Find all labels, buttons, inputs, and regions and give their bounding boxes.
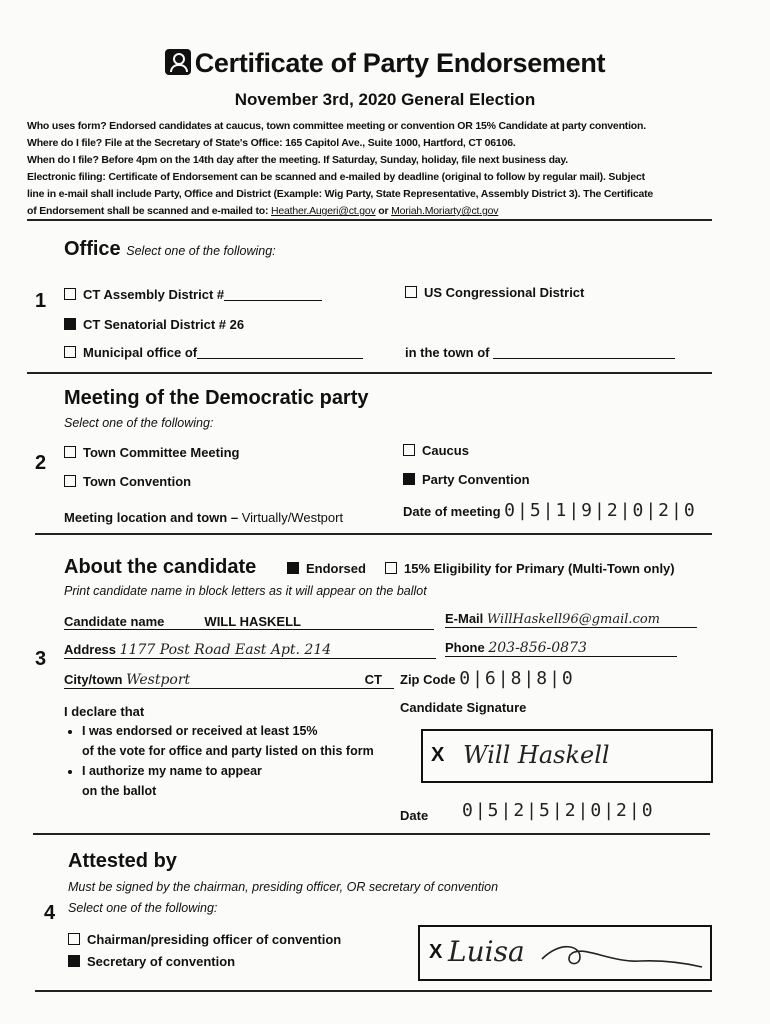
section-number: 3: [35, 648, 47, 670]
form-title: Certificate of Party Endorsement: [0, 48, 770, 79]
meeting-location: Meeting location and town – Virtually/Westport: [64, 510, 344, 525]
phone-row: Phone 203-856-0873: [445, 640, 677, 657]
meeting-instruction: Select one of the following:: [64, 416, 214, 430]
signature-stroke: [540, 941, 705, 971]
meeting-location-value[interactable]: Virtually/Westport: [241, 510, 344, 525]
signature-x-mark: X: [431, 744, 445, 766]
intro-line-6: of Endorsement shall be scanned and e-mailed to: Heather.Augeri@ct.gov or Moriah.Moriarty@ct.gov: [27, 205, 499, 217]
eligibility-option[interactable]: 15% Eligibility for Primary (Multi-Town only): [385, 561, 675, 576]
town-field-row: in the town of: [405, 345, 675, 360]
attested-select: Select one of the following:: [68, 901, 218, 915]
email-link-1[interactable]: Heather.Augeri@ct.gov: [271, 205, 376, 217]
section-number: 2: [35, 452, 47, 474]
signature-x-mark: X: [429, 941, 443, 963]
intro-line-3: When do I file? Before 4pm on the 14th day after the meeting. If Saturday, Sunday, holiday, file next business day.: [27, 154, 569, 166]
caucus-checkbox[interactable]: [403, 444, 415, 456]
divider: [33, 833, 710, 835]
town-convention-option[interactable]: Town Convention: [64, 474, 191, 489]
chairman-checkbox[interactable]: [68, 933, 80, 945]
section-number: 1: [35, 290, 47, 312]
town-field[interactable]: [493, 358, 675, 359]
meeting-heading: Meeting of the Democratic party: [64, 387, 369, 409]
intro-line-2: Where do I file? File at the Secretary of State's Office: 165 Capitol Ave., Suite 1000, Hartford, CT 06106.: [27, 137, 516, 149]
town-committee-checkbox[interactable]: [64, 446, 76, 458]
form-subtitle: November 3rd, 2020 General Election: [234, 90, 536, 109]
email-field[interactable]: WillHaskell96@gmail.com: [486, 612, 660, 627]
declaration-item: • I was endorsed or received at least 15% of the vote for office and party listed on this form: [82, 721, 374, 761]
candidate-date-field[interactable]: 0|5|2|5|2|0|2|0: [462, 800, 655, 821]
section-number: 4: [44, 902, 56, 924]
eligibility-checkbox[interactable]: [385, 562, 397, 574]
intro-line-1: Who uses form? Endorsed candidates at caucus, town committee meeting or convention OR 15% Candidate at party convention.: [27, 120, 646, 132]
candidate-name-row: Candidate name WILL HASKELL: [64, 614, 434, 630]
congressional-checkbox[interactable]: [405, 286, 417, 298]
divider: [27, 219, 712, 221]
meeting-date-row: Date of meeting 0|5|1|9|2|0|2|0: [403, 500, 697, 521]
declaration-item: • I authorize my name to appear on the ballot: [82, 761, 374, 801]
instructions: [27, 118, 727, 220]
party-convention-option[interactable]: Party Convention: [403, 472, 530, 487]
chairman-option[interactable]: Chairman/presiding officer of convention: [68, 932, 341, 947]
congressional-option[interactable]: US Congressional District: [405, 285, 584, 300]
candidate-signature-box[interactable]: [421, 729, 713, 783]
divider: [27, 372, 712, 374]
senatorial-option[interactable]: CT Senatorial District # 26: [64, 317, 244, 332]
town-committee-option[interactable]: Town Committee Meeting: [64, 445, 239, 460]
candidate-instruction: Print candidate name in block letters as it will appear on the ballot: [64, 584, 427, 598]
municipal-checkbox[interactable]: [64, 346, 76, 358]
caucus-option[interactable]: Caucus: [403, 443, 469, 458]
candidate-date-label: Date: [400, 808, 429, 823]
intro-line-5: line in e-mail shall include Party, Office and District (Example: Wig Party, State Representative, Assembly District 3). The Certificate: [27, 188, 654, 200]
assembly-option[interactable]: CT Assembly District #: [64, 287, 322, 302]
secretary-checkbox[interactable]: [68, 955, 80, 967]
declaration-heading: I declare that: [64, 704, 145, 719]
attested-instruction: Must be signed by the chairman, presiding officer, OR secretary of convention: [68, 880, 499, 894]
town-convention-checkbox[interactable]: [64, 475, 76, 487]
assembly-district-field[interactable]: [224, 300, 322, 301]
city-row: City/town Westport CT: [64, 672, 394, 689]
candidate-signature-label: Candidate Signature: [400, 700, 527, 715]
candidate-signature: Will Haskell: [463, 741, 610, 769]
email-link-2[interactable]: Moriah.Moriarty@ct.gov: [391, 205, 499, 217]
person-icon: [165, 49, 191, 75]
declaration-list: [66, 721, 374, 801]
zip-row: Zip Code 0|6|8|8|0: [400, 668, 575, 689]
attested-signature-box[interactable]: [418, 925, 712, 981]
endorsed-option[interactable]: Endorsed: [287, 561, 366, 576]
candidate-date-row: [462, 800, 655, 821]
municipal-office-field[interactable]: [197, 358, 363, 359]
office-heading: Office Select one of the following:: [64, 238, 276, 260]
divider: [35, 533, 712, 535]
attested-heading: Attested by: [68, 850, 177, 872]
assembly-checkbox[interactable]: [64, 288, 76, 300]
endorsed-checkbox[interactable]: [287, 562, 299, 574]
divider: [35, 990, 712, 992]
candidate-heading: About the candidate: [64, 556, 257, 578]
intro-line-4: Electronic filing: Certificate of Endorsement can be scanned and e-mailed by deadline (original to follow by regular mail). Subject: [27, 171, 645, 183]
attested-signature: Luisa: [448, 935, 525, 968]
party-convention-checkbox[interactable]: [403, 473, 415, 485]
zip-field[interactable]: 0|6|8|8|0: [459, 668, 575, 689]
address-row: Address 1177 Post Road East Apt. 214: [64, 642, 436, 659]
senatorial-checkbox[interactable]: [64, 318, 76, 330]
email-row: E-Mail WillHaskell96@gmail.com: [445, 611, 697, 628]
municipal-option[interactable]: Municipal office of: [64, 345, 363, 360]
candidate-name-field[interactable]: WILL HASKELL: [204, 614, 301, 629]
phone-field[interactable]: 203-856-0873: [488, 640, 587, 656]
city-field[interactable]: Westport: [126, 672, 191, 688]
secretary-option[interactable]: Secretary of convention: [68, 954, 235, 969]
address-field[interactable]: 1177 Post Road East Apt. 214: [119, 642, 332, 658]
meeting-date-field[interactable]: 0|5|1|9|2|0|2|0: [504, 500, 697, 521]
